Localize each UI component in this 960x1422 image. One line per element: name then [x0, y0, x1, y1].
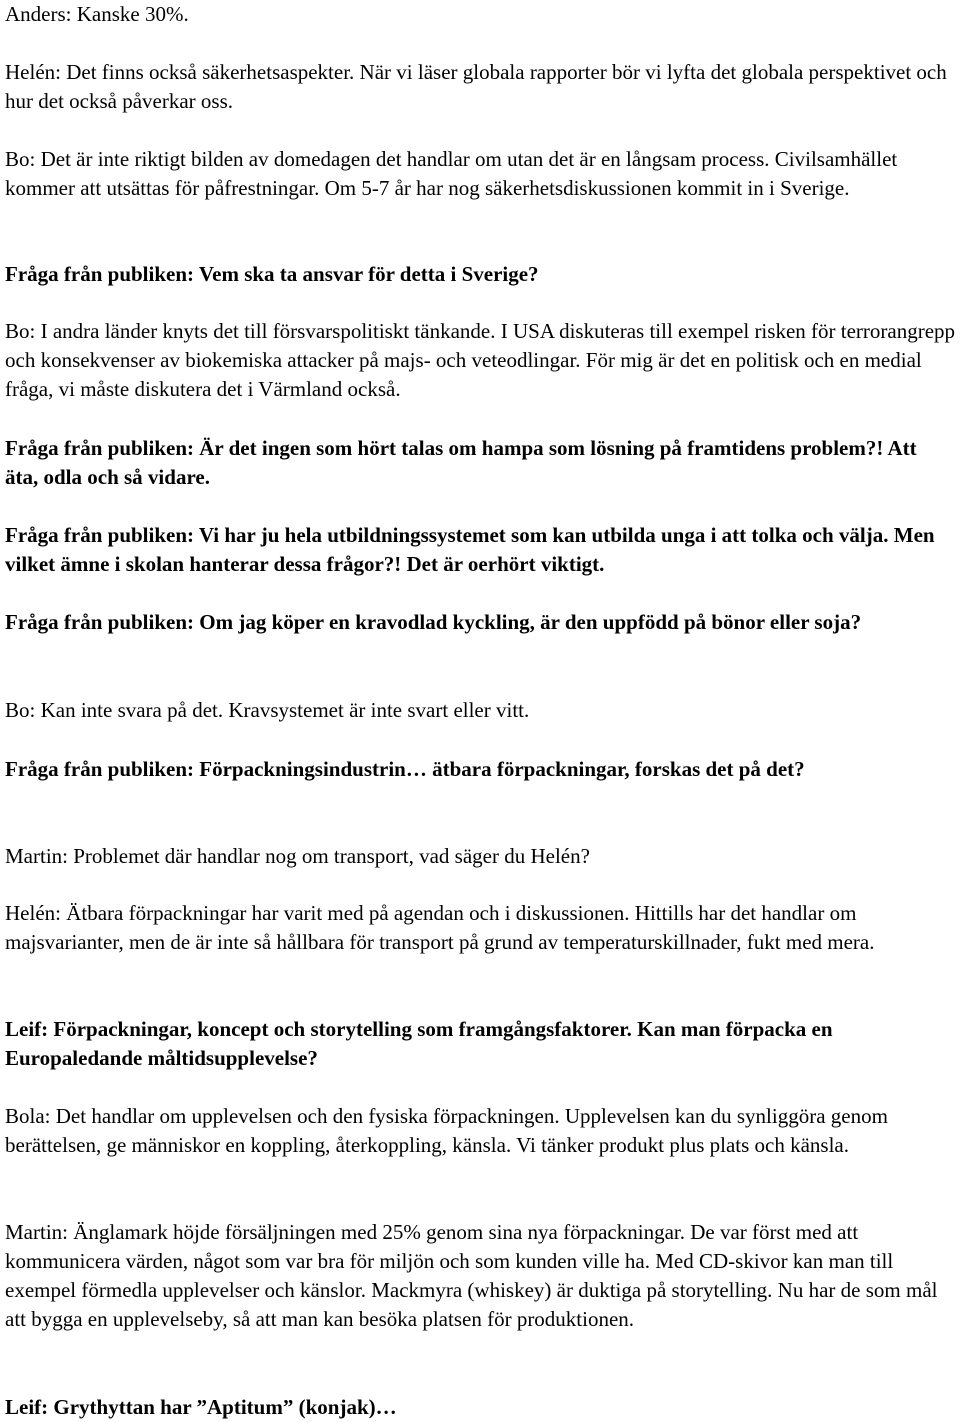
paragraph-bo-2: Bo: I andra länder knyts det till försvarspolitiskt tänkande. I USA diskuteras till exempel risken för terrorangrepp och konsekvenser av biokemiska attacker på majs- och veteodlingar. För mig är det en politisk och en medial fråga, vi måste diskutera det i Värmland också. [5, 319, 956, 401]
paragraph-bola-1: Bola: Det handlar om upplevelsen och den fysiska förpackningen. Upplevelsen kan du synliggöra genom berättelsen, ge människor en koppling, återkoppling, känsla. Vi tänker produkt plus plats och känsla. [5, 1104, 888, 1157]
paragraph-question-5: Fråga från publiken: Förpackningsindustrin… ätbara förpackningar, forskas det på det? [5, 757, 805, 781]
paragraph-bo-3: Bo: Kan inte svara på det. Kravsystemet är inte svart eller vitt. [5, 698, 530, 722]
paragraph-question-4: Fråga från publiken: Om jag köper en kravodlad kyckling, är den uppfödd på bönor eller soja? [5, 610, 862, 634]
paragraph-helen-2: Helén: Ätbara förpackningar har varit med på agendan och i diskussionen. Hittills har det handlar om majsvarianter, men de är inte så hållbara för transport på grund av temperaturskillnader, fukt med mera. [5, 901, 875, 954]
paragraph-question-2: Fråga från publiken: Är det ingen som hört talas om hampa som lösning på framtidens problem?! Att äta, odla och så vidare. [5, 436, 917, 489]
paragraph-question-3: Fråga från publiken: Vi har ju hela utbildningssystemet som kan utbilda unga i att tolka och välja. Men vilket ämne i skolan hanterar dessa frågor?! Det är oerhört viktigt. [5, 523, 935, 576]
paragraph-bo-1: Bo: Det är inte riktigt bilden av domedagen det handlar om utan det är en långsam process. Civilsamhället kommer att utsättas för påfrestningar. Om 5-7 år har nog säkerhetsdiskussionen kommit in i Sverige. [5, 147, 898, 200]
paragraph-leif-1: Leif: Förpackningar, koncept och storytelling som framgångsfaktorer. Kan man förpacka en Europaledande måltidsupplevelse? [5, 1017, 833, 1070]
paragraph-martin-1: Martin: Problemet där handlar nog om transport, vad säger du Helén? [5, 844, 590, 868]
paragraph-anders-1: Anders: Kanske 30%. [5, 2, 189, 26]
paragraph-leif-2: Leif: Grythyttan har ”Aptitum” (konjak)… [5, 1395, 397, 1419]
paragraph-helen-1: Helén: Det finns också säkerhetsaspekter. När vi läser globala rapporter bör vi lyfta det globala perspektivet och hur det också påverkar oss. [5, 60, 947, 113]
paragraph-question-1: Fråga från publiken: Vem ska ta ansvar för detta i Sverige? [5, 262, 539, 286]
paragraph-martin-2: Martin: Änglamark höjde försäljningen med 25% genom sina nya förpackningar. De var först med att kommunicera värden, något som var bra för miljön och som kunden ville ha. Med CD-skivor kan man till exempel förmedla upplevelser och känslor. Mackmyra (whiskey) är duktiga på storytelling. Nu har de som mål att bygga en upplevelseby, så att man kan besöka platsen för produktionen. [5, 1220, 938, 1331]
